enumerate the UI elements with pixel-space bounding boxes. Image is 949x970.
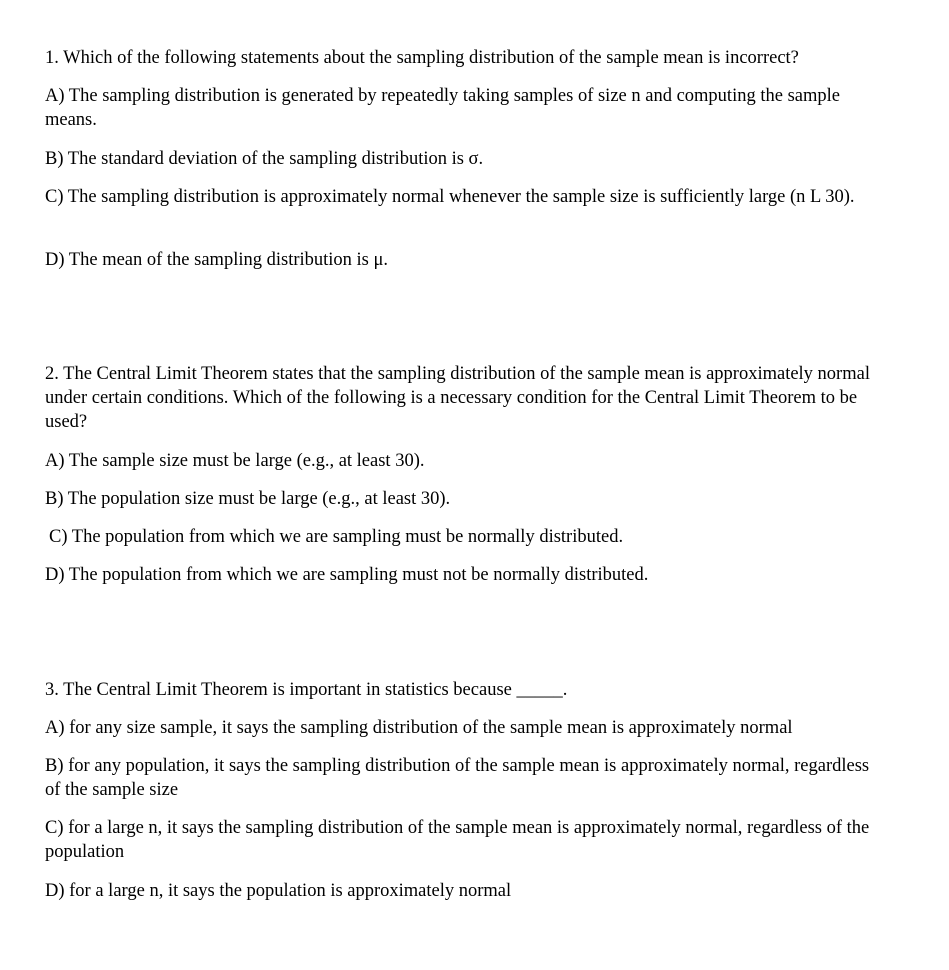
question-3-prompt: 3. The Central Limit Theorem is important in statistics because _____.: [45, 680, 568, 700]
question-1-option-d: D) The mean of the sampling distribution is μ.: [45, 250, 389, 270]
question-2-option-a: A) The sample size must be large (e.g., at least 30).: [45, 451, 425, 471]
question-2-prompt: 2. The Central Limit Theorem states that the sampling distribution of the sample mean is approximately normal under certain conditions. Which of the following is a necessary condition for the Central Limit Theorem to be used?: [45, 364, 870, 432]
question-3-option-b: B) for any population, it says the sampling distribution of the sample mean is approximately normal, regardless of the sample size: [45, 756, 870, 800]
question-1-option-c: C) The sampling distribution is approximately normal whenever the sample size is sufficiently large (n L 30).: [45, 187, 855, 207]
question-3-option-d: D) for a large n, it says the population is approximately normal: [45, 881, 512, 901]
question-1-option-a: A) The sampling distribution is generated by repeatedly taking samples of size n and computing the sample means.: [45, 86, 840, 130]
question-2-option-c: C) The population from which we are sampling must be normally distributed.: [49, 527, 624, 547]
question-3-option-a: A) for any size sample, it says the sampling distribution of the sample mean is approximately normal: [45, 718, 793, 738]
question-1-option-b: B) The standard deviation of the sampling distribution is σ.: [45, 149, 484, 169]
question-3-option-c: C) for a large n, it says the sampling distribution of the sample mean is approximately normal, regardless of the population: [45, 818, 870, 862]
question-1-prompt: 1. Which of the following statements about the sampling distribution of the sample mean is incorrect?: [45, 48, 799, 68]
question-2-option-b: B) The population size must be large (e.g., at least 30).: [45, 489, 451, 509]
question-2-option-d: D) The population from which we are sampling must not be normally distributed.: [45, 565, 649, 585]
